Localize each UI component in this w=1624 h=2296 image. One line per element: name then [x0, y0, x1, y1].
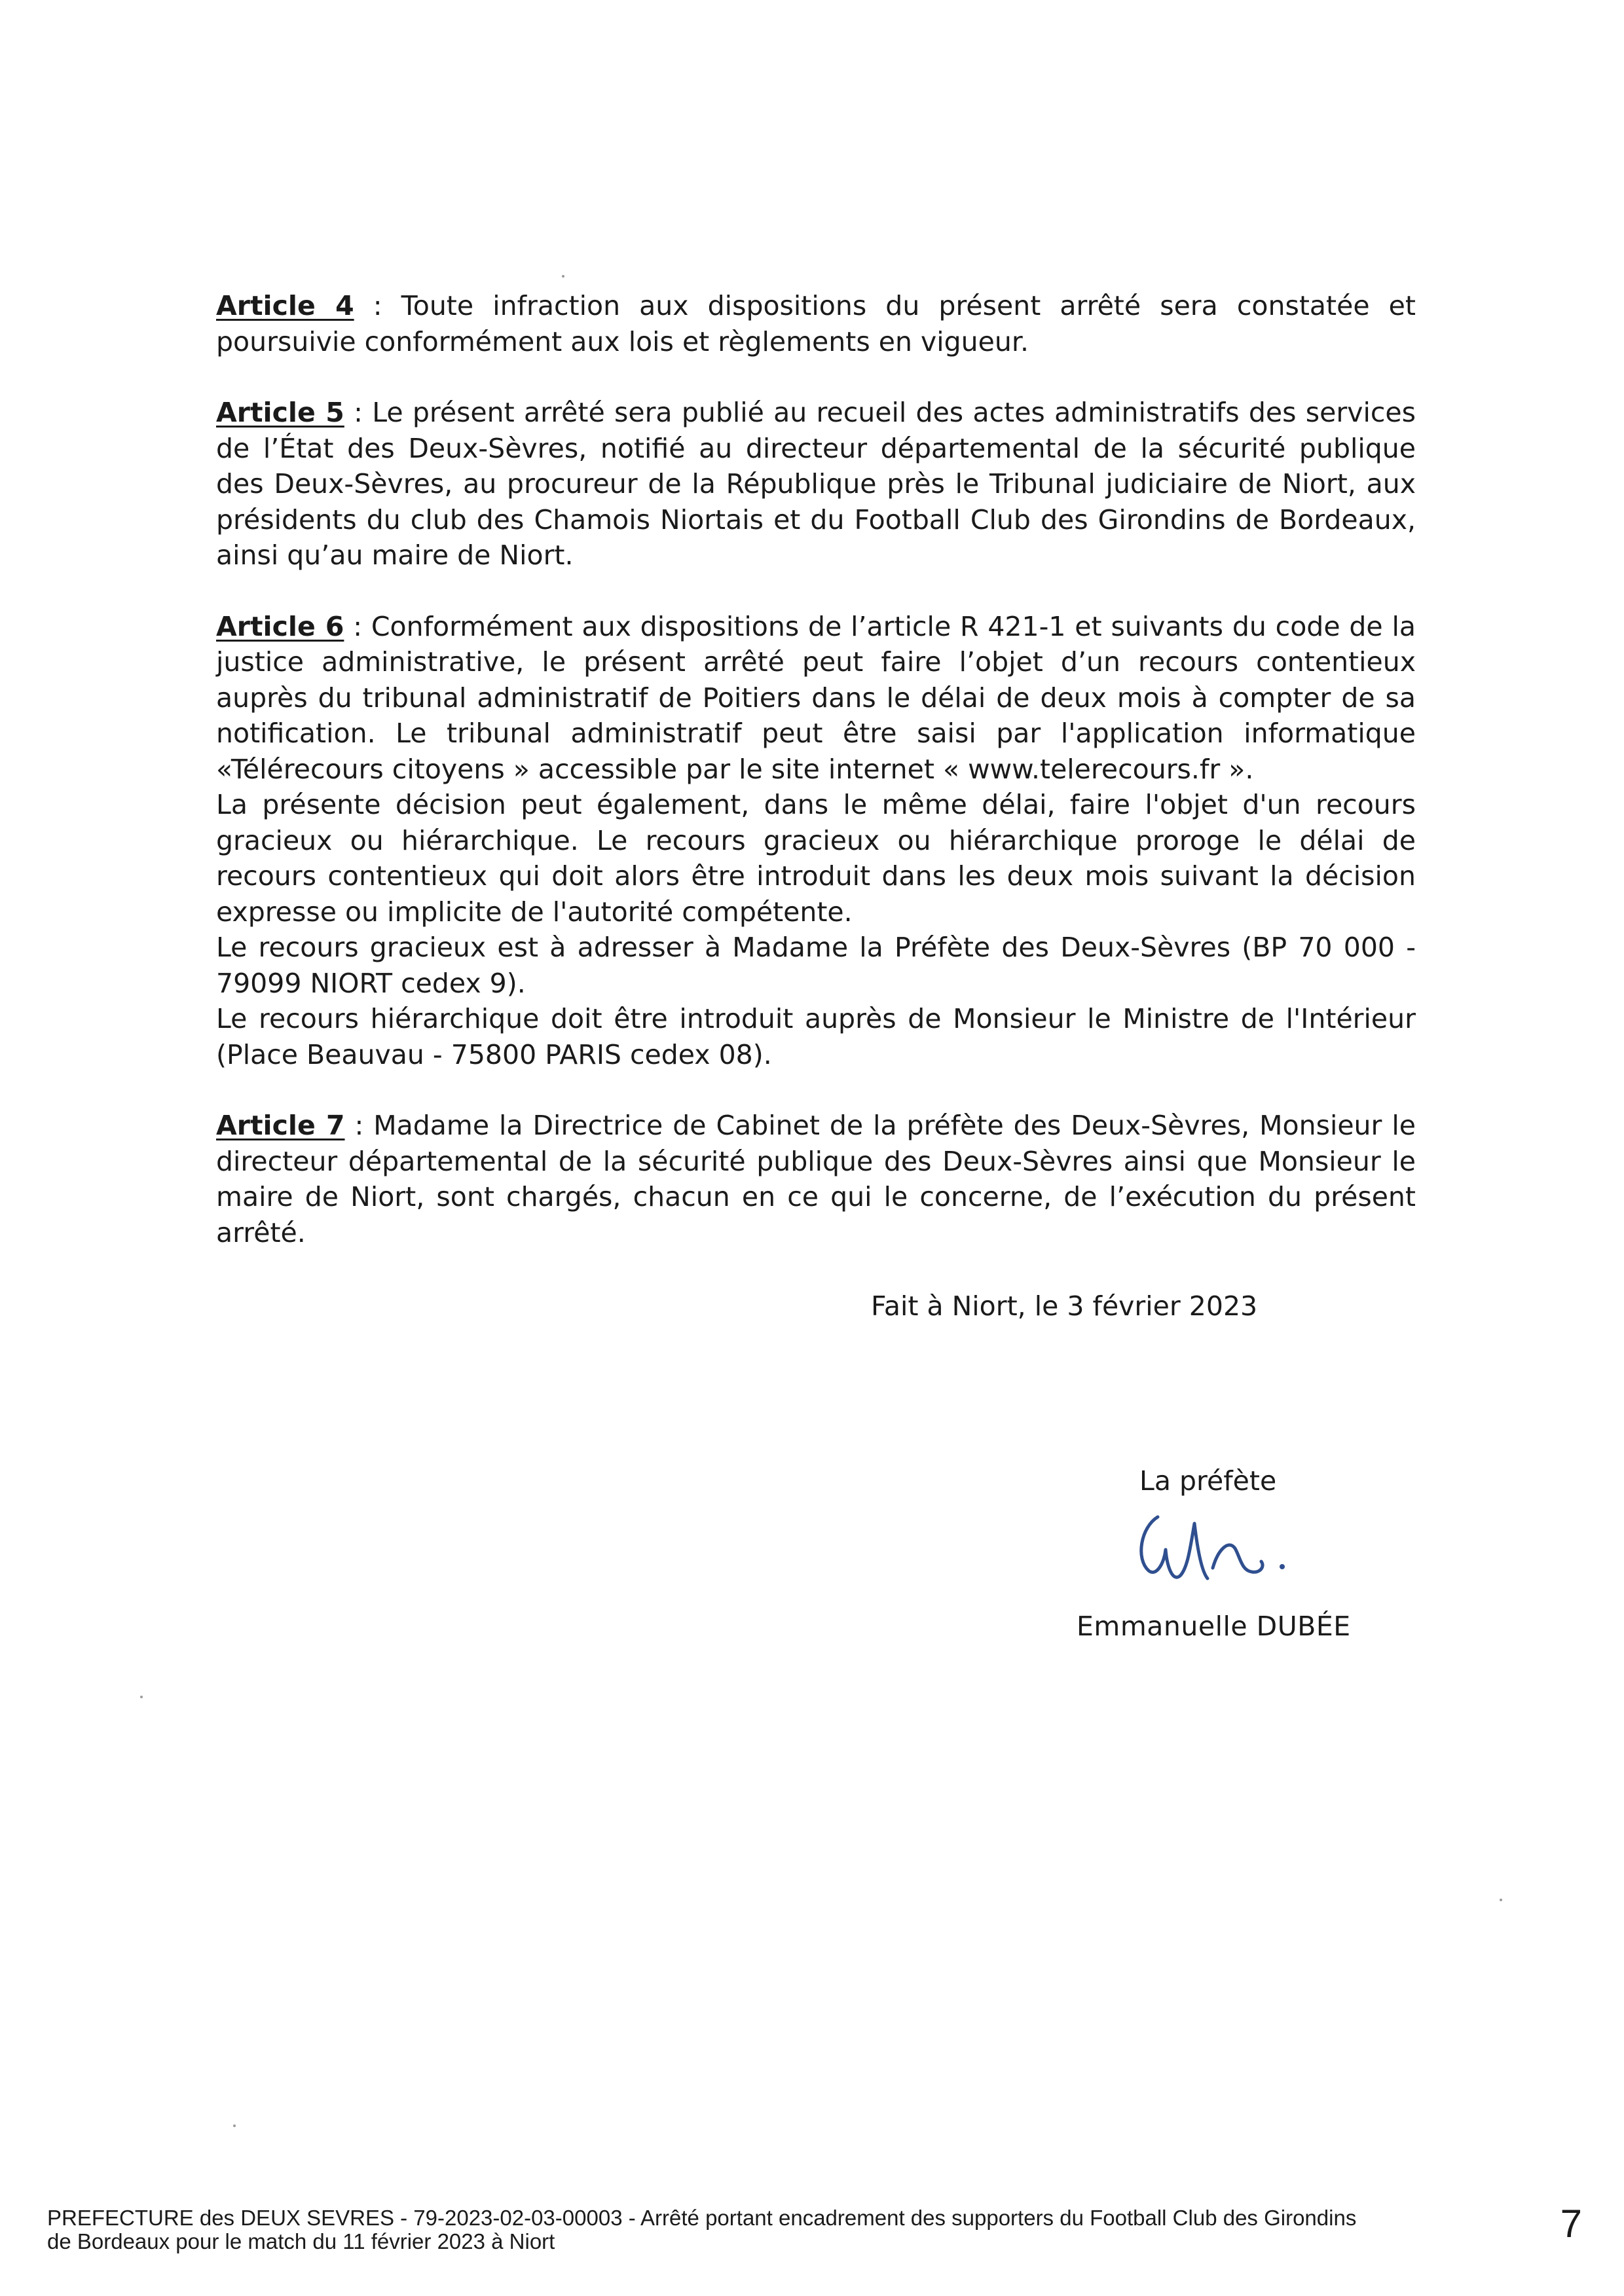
- handwritten-signature: [1126, 1503, 1336, 1601]
- article-7-text: : Madame la Directrice de Cabinet de la préfète des Deux-Sèvres, Monsieur le directeur départemental de la sécurité publique des Deux-Sèvres ainsi que Monsieur le maire de Niort, sont chargés, chacun en ce qui le concerne, de l’exécution du présent arrêté.: [216, 1110, 1416, 1248]
- article-7-paragraph-1: [216, 1108, 1416, 1250]
- scan-speck: [233, 2124, 236, 2127]
- footer-line-2: de Bordeaux pour le match du 11 février 2023 à Niort: [47, 2229, 555, 2253]
- article-5-paragraph-1: [216, 395, 1416, 574]
- article-4: [216, 288, 1416, 359]
- article-4-paragraph-1: [216, 288, 1416, 359]
- scan-speck: [562, 275, 564, 278]
- article-6-paragraph-1: [216, 609, 1416, 788]
- footer-line-1: PREFECTURE des DEUX SEVRES - 79-2023-02-03-00003 - Arrêté portant encadrement des supporters du Football Club des Girondins: [47, 2206, 1357, 2230]
- article-6: [216, 609, 1416, 1073]
- article-6-paragraph-4: Le recours hiérarchique doit être introduit auprès de Monsieur le Ministre de l'Intérieur (Place Beauvau - 75800 PARIS cedex 08).: [216, 1003, 1416, 1070]
- place-and-date: Fait à Niort, le 3 février 2023: [871, 1290, 1258, 1322]
- article-5-label: Article 5: [216, 397, 344, 428]
- article-6-label: Article 6: [216, 610, 344, 642]
- signature-block: [1061, 1463, 1414, 1660]
- articles-body: [216, 288, 1416, 1286]
- page-footer: [47, 2206, 1462, 2253]
- article-6-paragraph-3: Le recours gracieux est à adresser à Madame la Préfète des Deux-Sèvres (BP 70 000 - 79099 NIORT cedex 9).: [216, 932, 1416, 999]
- article-7-label: Article 7: [216, 1110, 345, 1141]
- article-7: [216, 1108, 1416, 1250]
- signer-name: Emmanuelle DUBÉE: [1077, 1611, 1351, 1642]
- page-number: 7: [1560, 2202, 1582, 2246]
- article-5: [216, 395, 1416, 574]
- article-6-text: : Conformément aux dispositions de l’article R 421-1 et suivants du code de la justice administrative, le présent arrêté peut faire l’objet d’un recours contentieux auprès du tribunal administratif de Poitiers dans le délai de deux mois à compter de sa notification. Le tribunal administratif peut être saisi par l'application informatique «Télérecours citoyens » accessible par le site internet « www.telerecours.fr ».: [216, 610, 1416, 785]
- scan-speck: [1500, 1899, 1502, 1901]
- scan-speck: [140, 1696, 143, 1698]
- article-4-text: : Toute infraction aux dispositions du présent arrêté sera constatée et poursuivie conformément aux lois et règlements en vigueur.: [216, 290, 1416, 357]
- article-6-paragraph-2: La présente décision peut également, dans le même délai, faire l'objet d'un recours gracieux ou hiérarchique. Le recours gracieux ou hiérarchique proroge le délai de recours contentieux qui doit alors être introduit dans les deux mois suivant la décision expresse ou implicite de l'autorité compétente.: [216, 789, 1416, 928]
- article-5-text: : Le présent arrêté sera publié au recueil des actes administratifs des services de l’État des Deux-Sèvres, notifié au directeur départemental de la sécurité publique des Deux-Sèvres, au procureur de la République près le Tribunal judiciaire de Niort, aux présidents du club des Chamois Niortais et du Football Club des Girondins de Bordeaux, ainsi qu’au maire de Niort.: [216, 397, 1416, 571]
- signer-title: La préfète: [1139, 1465, 1277, 1497]
- article-4-label: Article 4: [216, 290, 354, 321]
